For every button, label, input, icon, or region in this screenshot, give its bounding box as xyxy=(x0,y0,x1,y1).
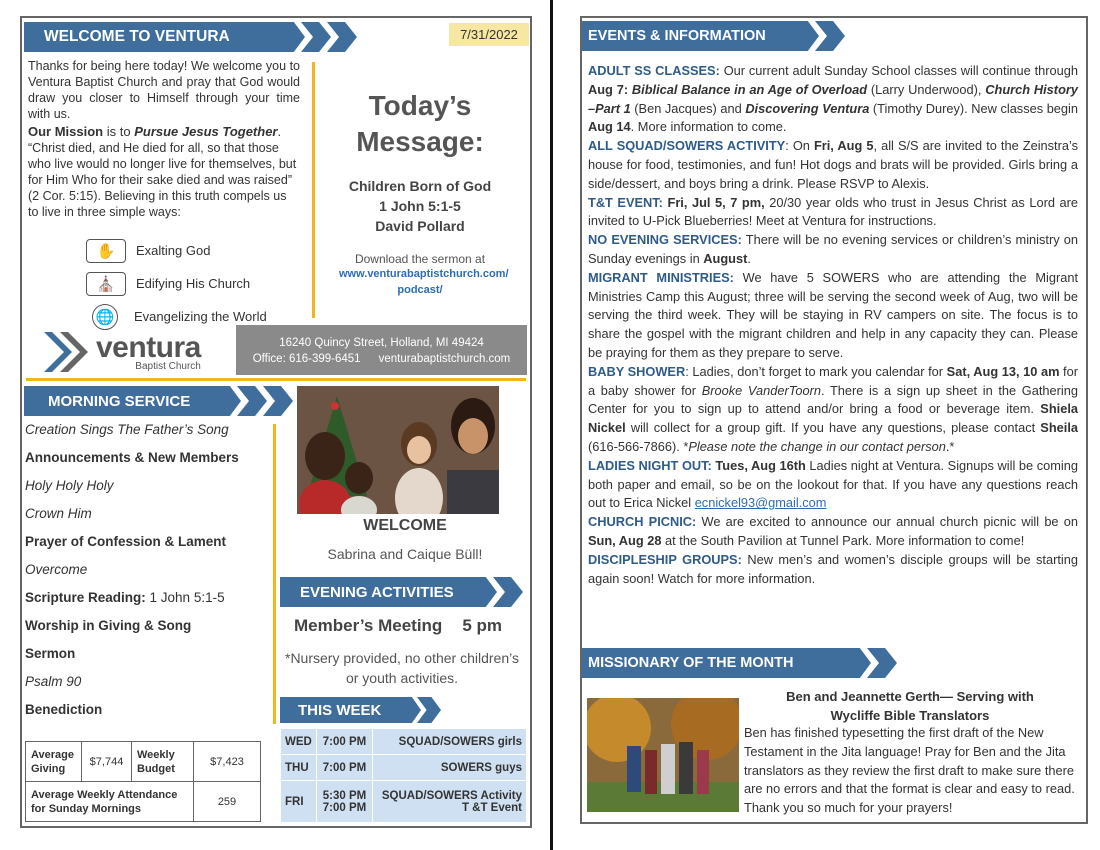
value-edifying: ⛪ Edifying His Church xyxy=(86,267,267,300)
event-text: , all S/S are invited to the Zeinstra’s house for food, testimonies, and fun! Hot dogs and brats will be provided. Girls bring a side/dessert, and boys bring a drink. Please RSVP to Alexis. xyxy=(588,138,1078,191)
email-link[interactable]: ecnickel93@gmail.com xyxy=(694,495,827,511)
week-banner: THIS WEEK xyxy=(280,697,441,723)
event-heading: NO EVENING SERVICES: xyxy=(588,232,742,248)
service-item xyxy=(25,472,275,500)
event-text: Aug 7: xyxy=(588,81,632,97)
service-list xyxy=(25,416,275,724)
office-phone: Office: 616-399-6451 xyxy=(252,353,361,365)
service-item-text: Announcements & New Members xyxy=(25,450,239,465)
giving-table xyxy=(25,741,261,822)
gold-divider-service xyxy=(273,424,276,724)
event-text: Sheila xyxy=(1040,420,1078,436)
globe-icon: 🌐 xyxy=(92,304,118,330)
week-row xyxy=(281,781,527,823)
event-text: . More information to come. xyxy=(630,119,787,135)
event-text: (Timothy Durey). New classes begin xyxy=(869,100,1079,116)
missionary-banner: MISSIONARY OF THE MONTH xyxy=(582,648,897,678)
event-text: Aug 14 xyxy=(588,119,631,135)
sermon-title: Children Born of God xyxy=(348,178,492,194)
event-heading: LADIES NIGHT OUT: xyxy=(588,457,712,473)
week-day: THU xyxy=(281,755,317,781)
event-text: Fri, Jul 5, 7 pm, xyxy=(662,194,765,210)
service-item-text: Worship in Giving & Song xyxy=(25,618,192,633)
event-text: will collect for a group gift. If you have any questions, please contact xyxy=(625,420,1041,436)
event-text: (Ben Jacques) and xyxy=(630,100,746,116)
service-item-text: Prayer of Confession & Lament xyxy=(25,534,227,549)
church-icon: ⛪ xyxy=(86,272,126,296)
service-item xyxy=(25,444,275,472)
week-row xyxy=(281,755,527,781)
sermon-speaker: David Pollard xyxy=(375,218,465,234)
week-row xyxy=(281,729,527,755)
event-text: Biblical Balance in an Age of Overload xyxy=(631,81,868,97)
event-item xyxy=(588,363,1078,457)
week-event: SOWERS guys xyxy=(373,755,527,781)
missionary-illustration xyxy=(587,698,739,812)
missionary-text: Ben has finished typesetting the first draft of the New Testament in the Jita language! Pray for Ben and the Jita translators as they review the first draft to make sure there are no errors and that the format is clear and easy to read. Thank you so much for your prayers! xyxy=(744,725,1075,816)
welcome-heading: WELCOME xyxy=(363,517,447,534)
event-text: New men’s and women’s disciple groups will be starting again soon! Watch for more information. xyxy=(588,551,1078,586)
event-item xyxy=(588,137,1078,193)
download-text: Download the sermon at xyxy=(354,252,486,266)
event-text: We have 5 SOWERS who are attending the Migrant Ministries Camp this August; three will be serving the second week of Aug, two will be serving the third week. They will be staying in RV campers on site. The focus is to share the gospel with the migrant children and help in any capacity they can. Please be praying for them as they prepare to serve. xyxy=(588,269,1078,360)
event-heading: DISCIPLESHIP GROUPS: xyxy=(588,551,742,567)
service-item xyxy=(25,584,275,612)
service-item-text: Psalm 90 xyxy=(25,674,82,689)
service-item xyxy=(25,696,275,724)
event-text: Tues, Aug 16th xyxy=(711,457,806,473)
service-item xyxy=(25,416,275,444)
event-text: Ladies night at Ventura. Signups will be coming both paper and email, so be on the lookout for that. If you have any questions reach out to Erica Nickel xyxy=(588,457,1078,511)
attendance-value: 259 xyxy=(194,782,261,822)
missionary-title: Ben and Jeannette Gerth— Serving with Wycliffe Bible Translators xyxy=(786,689,1034,723)
event-text: 20/30 year olds who trust in Jesus Christ as Lord are invited to U-Pick Blueberries! Meet at Ventura for instructions. xyxy=(588,194,1079,229)
week-table xyxy=(280,728,527,823)
service-item-text: Overcome xyxy=(25,562,88,577)
events-list xyxy=(588,62,1078,588)
event-text: . xyxy=(747,250,751,266)
missionary-photo xyxy=(587,698,739,812)
service-item xyxy=(25,668,275,696)
event-item xyxy=(588,194,1078,232)
address: 16240 Quincy Street, Holland, MI 49424 xyxy=(279,337,484,349)
event-heading: CHURCH PICNIC: xyxy=(588,514,697,530)
event-text: Please note the change in our contact person xyxy=(688,438,946,454)
event-text: at the South Pavilion at Tunnel Park. More information to come! xyxy=(661,532,1025,548)
week-time: 5:30 PM 7:00 PM xyxy=(317,781,373,823)
center-divider xyxy=(550,0,553,850)
event-item xyxy=(588,231,1078,269)
evening-event xyxy=(294,616,502,636)
ventura-logo xyxy=(42,330,201,374)
service-item-text: Holy Holy Holy xyxy=(25,478,114,493)
service-item-text: Creation Sings The Father’s Song xyxy=(25,422,229,437)
event-text: : On xyxy=(785,138,814,154)
sermon-ref: 1 John 5:1-5 xyxy=(379,198,461,214)
download-link[interactable]: www.venturabaptistchurch.com/ podcast/ xyxy=(339,268,509,296)
event-text: August xyxy=(703,250,748,266)
week-time: 7:00 PM xyxy=(317,755,373,781)
ventura-logo-mark xyxy=(42,330,94,374)
family-photo xyxy=(297,386,499,514)
praise-icon: ✋ xyxy=(86,239,126,263)
event-item xyxy=(588,269,1078,363)
service-item xyxy=(25,556,275,584)
gold-divider-top xyxy=(312,62,315,318)
service-item xyxy=(25,640,275,668)
event-item xyxy=(588,551,1078,589)
service-item-text: Scripture Reading: xyxy=(25,590,146,605)
weekly-budget-value: $7,423 xyxy=(194,742,261,782)
gold-divider-mid xyxy=(26,378,526,381)
message-title: Today’s Message: xyxy=(356,90,484,157)
event-item xyxy=(588,457,1078,513)
service-item-text: Benediction xyxy=(25,702,103,717)
service-item xyxy=(25,528,275,556)
week-day: WED xyxy=(281,729,317,755)
service-item xyxy=(25,500,275,528)
event-text: Sat, Aug 13, 10 am xyxy=(946,363,1060,379)
week-time: 7:00 PM xyxy=(317,729,373,755)
event-text: Church History –Part 1 xyxy=(588,81,1078,116)
event-text: Our current adult Sunday School classes will continue through xyxy=(719,63,1079,78)
logo-sub: Baptist Church xyxy=(135,360,201,372)
service-item xyxy=(25,612,275,640)
intro-text: Thanks for being here today! We welcome you to Ventura Baptist Church and pray that God would draw you closer to Himself through your time with us. Our Mission is to Pursue Jesus Together. “Christ died, and He died for all, so that those who live would no longer live for themselves, but for Him Who for their sake died and was raised” (2 Cor. 5:15). Believing in this truth compels us to live in three simple ways: xyxy=(28,59,300,219)
morning-banner: MORNING SERVICE xyxy=(24,386,293,416)
values-list xyxy=(86,234,267,333)
event-text: (616-566-7866). * xyxy=(588,438,689,454)
photo-illustration xyxy=(297,386,499,514)
event-item xyxy=(588,513,1078,551)
date-badge: 7/31/2022 xyxy=(449,23,529,46)
attendance-label: Average Weekly Attendance for Sunday Mornings xyxy=(26,782,194,822)
logo-name: ventura xyxy=(96,330,201,364)
event-text: Sun, Aug 28 xyxy=(588,532,662,548)
event-heading: BABY SHOWER xyxy=(588,363,686,379)
value-exalting: ✋ Exalting God xyxy=(86,234,267,267)
welcome-names: Sabrina and Caique Büll! xyxy=(327,546,483,562)
avg-giving-value: $7,744 xyxy=(82,742,132,782)
event-text: . There is a sign up sheet in the Gathering Center for you to sign up to attend and/or bring a food or beverage item. xyxy=(588,382,1078,417)
event-heading: MIGRANT MINISTRIES: xyxy=(588,269,734,285)
event-text: We are excited to announce our annual church picnic will be on xyxy=(696,514,1078,530)
evening-banner: EVENING ACTIVITIES xyxy=(280,577,523,607)
event-text: Shiela Nickel xyxy=(588,401,1078,436)
service-item-text: Crown Him xyxy=(25,506,92,521)
week-event: SQUAD/SOWERS girls xyxy=(373,729,527,755)
event-text: .* xyxy=(945,438,955,454)
address-box xyxy=(236,325,527,375)
website[interactable]: venturabaptistchurch.com xyxy=(378,353,511,365)
event-text: Discovering Ventura xyxy=(745,100,870,116)
evening-event-name: Member’s Meeting xyxy=(294,616,443,635)
evening-note: *Nursery provided, no other children’s or youth activities. xyxy=(285,650,519,686)
weekly-budget-label: Weekly Budget xyxy=(132,742,194,782)
week-day: FRI xyxy=(281,781,317,823)
event-heading: ALL SQUAD/SOWERS ACTIVITY xyxy=(588,138,786,154)
evening-event-time: 5 pm xyxy=(462,616,502,635)
welcome-banner: WELCOME TO VENTURA xyxy=(24,22,357,52)
event-item xyxy=(588,62,1078,137)
event-heading: ADULT SS CLASSES: xyxy=(588,63,720,78)
event-text: for a baby shower for xyxy=(588,363,1078,398)
event-text: Fri, Aug 5 xyxy=(813,138,874,154)
service-item-extra: 1 John 5:1-5 xyxy=(145,590,225,605)
event-text: Brooke VanderToorn xyxy=(701,382,821,398)
service-item-text: Sermon xyxy=(25,646,76,661)
events-banner: EVENTS & INFORMATION xyxy=(582,21,845,51)
todays-message xyxy=(325,88,515,298)
avg-giving-label: Average Giving xyxy=(26,742,82,782)
event-text: There will be no evening services or children’s ministry on Sunday evenings in xyxy=(588,232,1079,266)
event-text: (Larry Underwood), xyxy=(867,81,986,97)
event-text: : Ladies, don’t forget to mark you calendar for xyxy=(685,363,947,379)
event-heading: T&T EVENT: xyxy=(588,194,663,210)
value-evangelizing: 🌐 Evangelizing the World xyxy=(86,300,267,333)
week-event: SQUAD/SOWERS Activity T &T Event xyxy=(373,781,527,823)
